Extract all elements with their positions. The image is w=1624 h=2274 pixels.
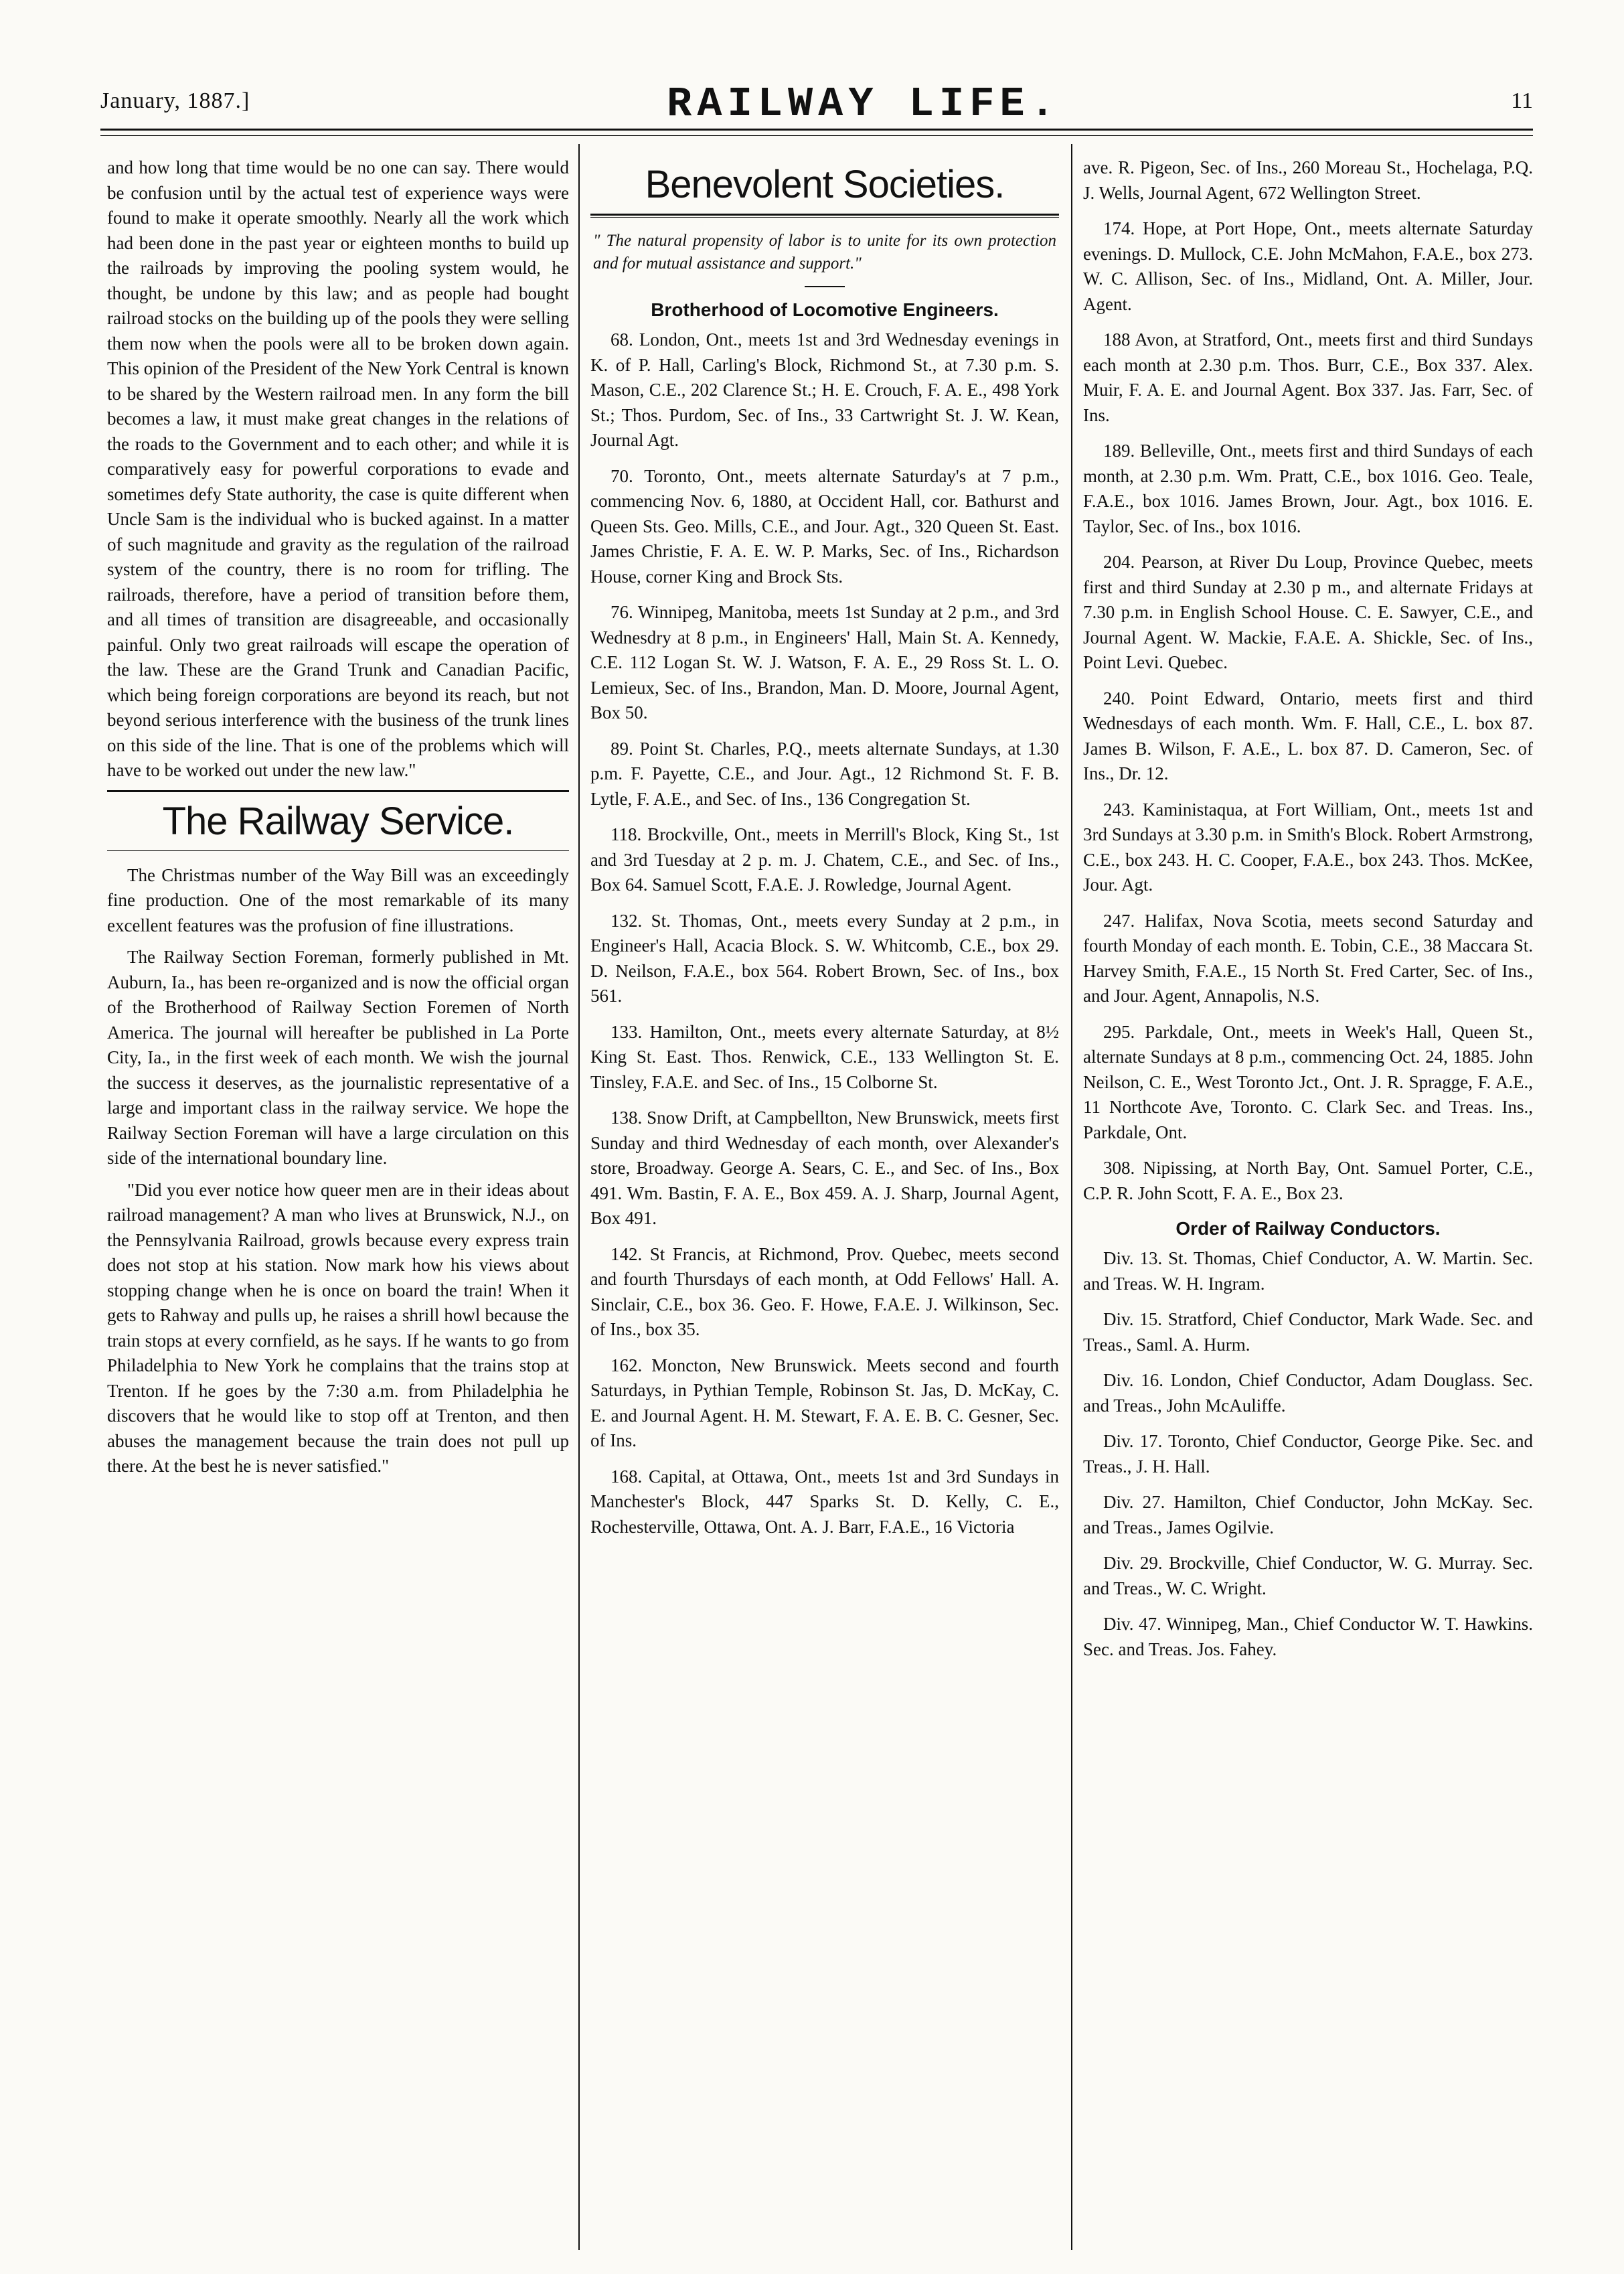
newspaper-title: RAILWAY LIFE. bbox=[667, 80, 1060, 128]
subheading-locomotive-engineers: Brotherhood of Locomotive Engineers. bbox=[651, 299, 999, 320]
society-entry: 142. St Francis, at Richmond, Prov. Quebec, meets second and fourth Thursdays of each month, at Odd Fellows' Hall. A. Sinclair, C.E., box 36. Geo. F. Howe, F.A.E. J. Wilkinson, Sec. of Ins., box 35. bbox=[590, 1243, 1059, 1339]
page-number: 11 bbox=[1511, 88, 1533, 113]
society-entry: 204. Pearson, at River Du Loup, Province Quebec, meets first and third Sunday at 2.30 p m., and alternate Fridays at 7.30 p.m. in English School House. C. E. Sawyer, C.E., and Journal Agent. W. Mackie, F.A.E. A. Shickle, Sec. of Ins., Point Levi. Quebec. bbox=[1083, 552, 1533, 672]
society-entry: 68. London, Ont., meets 1st and 3rd Wednesday evenings in K. of P. Hall, Carling's Block, Richmond St., at 7.30 p.m. S. Mason, C.E., 202 Clarence St.; H. E. Crouch, F. A. E., 498 York St.; Thos. Purdom, Sec. of Ins., 33 Cartwright St. J. W. Kean, Journal Agt. bbox=[590, 329, 1059, 450]
column-left bbox=[107, 155, 569, 1486]
column-divider bbox=[1071, 144, 1072, 2250]
conductor-entry: Div. 29. Brockville, Chief Conductor, W. G. Murray. Sec. and Treas., W. C. Wright. bbox=[1083, 1553, 1533, 1598]
society-entry: 295. Parkdale, Ont., meets in Week's Hall, Queen St., alternate Sundays at 8 p.m., commencing Oct. 24, 1885. John Neilson, C. E., West Toronto Jct., Ont. J. R. Spragge, F. A.E., 11 Northcote Ave, Toronto. C. Clark Sec. and Treas. Ins., Parkdale, Ont. bbox=[1083, 1021, 1533, 1142]
subheading-railway-conductors: Order of Railway Conductors. bbox=[1175, 1218, 1441, 1239]
society-entry: 70. Toronto, Ont., meets alternate Saturday's at 7 p.m., commencing Nov. 6, 1880, at Occident Hall, cor. Bathurst and Queen Sts. Geo. Mills, C.E., and Jour. Agt., 320 Queen St. East. James Christie, F. A. E. W. P. Marks, Sec. of Ins., Richardson House, corner King and Brock Sts. bbox=[590, 465, 1059, 587]
conductor-entry: Div. 47. Winnipeg, Man., Chief Conductor W. T. Hawkins. Sec. and Treas. Jos. Fahey. bbox=[1083, 1614, 1533, 1659]
society-entry: 189. Belleville, Ont., meets first and third Sundays of each month, at 2.30 p.m. Wm. Pratt, C.E., box 1016. Geo. Teale, F.A.E., box 1016. James Brown, Jour. Agt., box 1016. E. Taylor, Sec. of Ins., box 1016. bbox=[1083, 441, 1533, 536]
society-entry: 89. Point St. Charles, P.Q., meets alternate Sundays, at 1.30 p.m. F. Payette, C.E., and Jour. Agt., 12 Richmond St. F. B. Lytle, F. A.E., and Sec. of Ins., 136 Congregation St. bbox=[590, 738, 1059, 809]
masthead bbox=[100, 80, 1533, 127]
society-entry: 243. Kaministaqua, at Fort William, Ont., meets 1st and 3rd Sundays at 3.30 p.m. in Smith's Block. Robert Armstrong, C.E., box 243. H. C. Cooper, F.A.E., box 243. Thos. McKee, Jour. Agt. bbox=[1083, 799, 1533, 895]
section-rule bbox=[590, 214, 1059, 216]
society-entry: 188 Avon, at Stratford, Ont., meets first and third Sundays each month at 2.30 p.m. Thos. Burr, C.E., Box 337. Alex. Muir, F. A. E. and Journal Agent. Box 337. Jas. Farr, Sec. of Ins. bbox=[1083, 329, 1533, 425]
society-entry: 162. Moncton, New Brunswick. Meets second and fourth Saturdays, in Pythian Temple, Robinson St. Jas, D. McKay, C. E. and Journal Agent. H. M. Stewart, F. A. E. B. C. Gesner, Sec. of Ins. bbox=[590, 1355, 1059, 1450]
section-rule bbox=[590, 217, 1059, 218]
society-entry: 133. Hamilton, Ont., meets every alternate Saturday, at 8½ King St. East. Thos. Renwick, C.E., 133 Wellington St. E. Tinsley, F.A.E. and Sec. of Ins., 15 Colborne St. bbox=[590, 1021, 1059, 1092]
society-entry: 76. Winnipeg, Manitoba, meets 1st Sunday at 2 p.m., and 3rd Wednesdry at 8 p.m., in Engineers' Hall, Main St. A. Kennedy, C.E. 112 Logan St. W. J. Watson, F. A. E., 29 Ross St. L. O. Lemieux, Sec. of Ins., Brandon, Man. D. Moore, Journal Agent, Box 50. bbox=[590, 602, 1059, 723]
section-heading-railway-service: The Railway Service. bbox=[162, 799, 514, 843]
section-rule bbox=[107, 850, 569, 851]
article-paragraph: "Did you ever notice how queer men are in their ideas about railroad management? A man who lives at Brunswick, N.J., on the Pennsylvania Railroad, growls because every express train does not stop at his station. Now mark how his views about stopping change when he is once on board the train! When it gets to Rahway and pulls up, he raises a shrill howl because the train stops at every cornfield, as he says. If he wants to go from Philadelphia to New York he complains that the trains stop at Trenton. If he goes by the 7:30 a.m. from Philadelphia he discovers that he would like to stop off at Trenton, and then abuses the management because the train does not pull up there. At the best he is never satisfied." bbox=[107, 1179, 569, 1476]
issue-date: January, 1887.] bbox=[100, 88, 250, 113]
society-entry: 138. Snow Drift, at Campbellton, New Brunswick, meets first Sunday and third Wednesday of each month, over Alexander's store, Broadway. George A. Sears, C. E., and Sec. of Ins., Box 491. Wm. Bastin, F. A. E., Box 459. A. J. Sharp, Journal Agent, Box 491. bbox=[590, 1108, 1059, 1228]
conductor-entry: Div. 13. St. Thomas, Chief Conductor, A. W. Martin. Sec. and Treas. W. H. Ingram. bbox=[1083, 1248, 1533, 1294]
conductor-entry: Div. 27. Hamilton, Chief Conductor, John McKay. Sec. and Treas., James Ogilvie. bbox=[1083, 1492, 1533, 1537]
society-entry: 118. Brockville, Ont., meets in Merrill's Block, King St., 1st and 3rd Tuesday at 2 p. m. J. Chatem, C.E., and Sec. of Ins., Box 64. Samuel Scott, F.A.E. J. Rowledge, Journal Agent. bbox=[590, 824, 1059, 895]
section-rule bbox=[107, 790, 569, 792]
society-entry: 174. Hope, at Port Hope, Ont., meets alternate Saturday evenings. D. Mullock, C.E. John McMahon, F.A.E., box 273. W. C. Allison, Sec. of Ins., Midland, Ont. A. Miller, Jour. Agent. bbox=[1083, 218, 1533, 314]
motto-quote: " The natural propensity of labor is to unite for its own protection and for mutual assistance and support." bbox=[593, 232, 1056, 273]
conductor-entry: Div. 15. Stratford, Chief Conductor, Mark Wade. Sec. and Treas., Saml. A. Hurm. bbox=[1083, 1309, 1533, 1355]
article-continuation: and how long that time would be no one can say. There would be confusion until by the actual test of experience ways were found to make it operate smoothly. Nearly all the work which had been done in the past year or eighteen months to build up the railroads by improving the pooling system would, he thought, be undone by this law; and as people had bought railroad stocks on the building up of the pools they were selling them now when the pools were all to be broken down again. This opinion of the President of the New York Central is known to be shared by the Western railroad men. In any form the bill becomes a law, it must make great changes in the relations of the roads to the Government and to each other; and while it is comparatively easy for powerful corporations to evade and sometimes defy State authority, the case is quite different when Uncle Sam is the individual who is bucked against. In a matter of such magnitude and gravity as the regulation of the railroad system of the country, there is no room for trifling. The railroads, therefore, have a period of transition before them, and all times of transition are disagreeable, and occasionally painful. Only two great railroads will escape the operation of the law. These are the Grand Trunk and Canadian Pacific, which being foreign corporations are beyond its reach, but not beyond serious interference with the business of the trunk lines on this side of the line. That is one of the problems which will have to be worked out under the new law." bbox=[107, 157, 569, 780]
column-divider bbox=[578, 144, 580, 2250]
society-entry: 240. Point Edward, Ontario, meets first and third Wednesdays of each month. Wm. F. Hall, C.E., L. box 87. James B. Wilson, F. A.E., L. box 87. D. Cameron, Sec. of Ins., Dr. 12. bbox=[1083, 688, 1533, 783]
society-entry: 247. Halifax, Nova Scotia, meets second Saturday and fourth Monday of each month. E. Tobin, C.E., 38 Maccara St. Harvey Smith, F.A.E., 15 North St. Fred Carter, Sec. of Ins., and Jour. Agent, Annapolis, N.S. bbox=[1083, 910, 1533, 1006]
article-paragraph: The Railway Section Foreman, formerly published in Mt. Auburn, Ia., has been re-organized and is now the official organ of the Brotherhood of Railway Section Foremen of North America. The journal will hereafter be published in La Porte City, Ia., in the first week of each month. We wish the journal the success it deserves, as the journalistic representative of a large and important class in the railway service. We hope the Railway Section Foreman will have a large circulation on this side of the international boundary line. bbox=[107, 947, 569, 1168]
society-entry: 308. Nipissing, at North Bay, Ont. Samuel Porter, C.E., C.P. R. John Scott, F. A. E., Box 23. bbox=[1083, 1158, 1533, 1203]
section-heading-benevolent-societies: Benevolent Societies. bbox=[645, 163, 1005, 206]
short-divider bbox=[805, 286, 845, 287]
conductor-entry: Div. 16. London, Chief Conductor, Adam Douglass. Sec. and Treas., John McAuliffe. bbox=[1083, 1370, 1533, 1416]
column-right bbox=[1083, 155, 1533, 1673]
header-rule-thin bbox=[100, 135, 1533, 136]
column-middle bbox=[590, 155, 1059, 1550]
society-entry: 168. Capital, at Ottawa, Ont., meets 1st and 3rd Sundays in Manchester's Block, 447 Sparks St. D. Kelly, C. E., Rochesterville, Ottawa, Ont. A. J. Barr, F.A.E., 16 Victoria bbox=[590, 1466, 1059, 1537]
society-entry: ave. R. Pigeon, Sec. of Ins., 260 Moreau St., Hochelaga, P.Q. J. Wells, Journal Agent, 672 Wellington Street. bbox=[1083, 157, 1533, 203]
conductor-entry: Div. 17. Toronto, Chief Conductor, George Pike. Sec. and Treas., J. H. Hall. bbox=[1083, 1431, 1533, 1476]
society-entry: 132. St. Thomas, Ont., meets every Sunday at 2 p.m., in Engineer's Hall, Acacia Block. S. W. Whitcomb, C.E., box 29. D. Neilson, F.A.E., box 564. Robert Brown, Sec. of Ins., box 561. bbox=[590, 910, 1059, 1006]
header-rule bbox=[100, 129, 1533, 131]
article-paragraph: The Christmas number of the Way Bill was an exceedingly fine production. One of the most remarkable of its many excellent features was the profusion of fine illustrations. bbox=[107, 864, 569, 935]
